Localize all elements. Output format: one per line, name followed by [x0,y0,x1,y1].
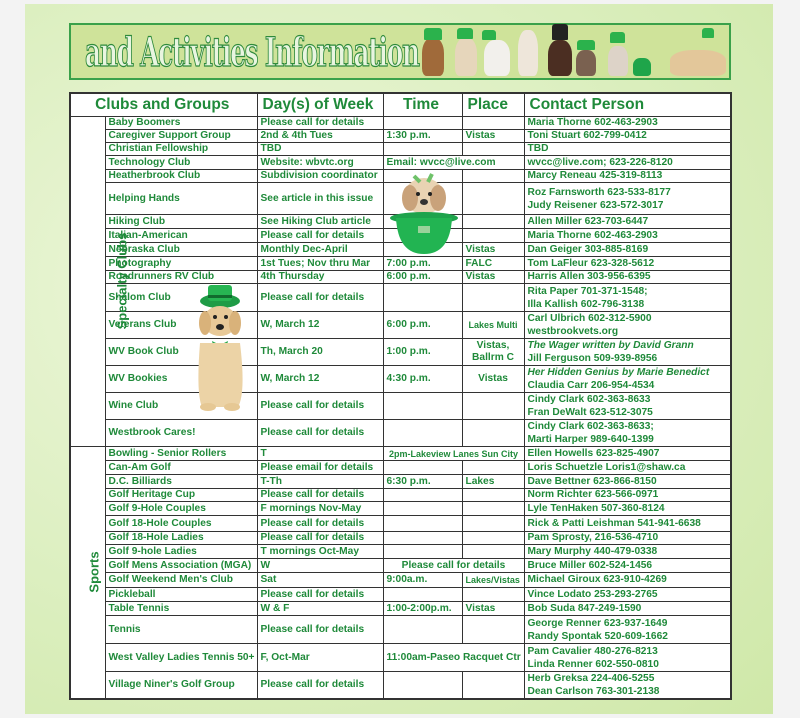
club-name: Bowling - Senior Rollers [105,447,257,461]
club-contact: Vince Lodato 253-293-2765 [524,588,731,602]
club-time: 1:30 p.m. [383,130,462,143]
club-contact: The Wager written by David Grann Jill Ferguson 509-939-8956 [524,339,731,366]
table-row [70,616,731,644]
table-header-row [70,93,731,117]
club-name: Baby Boomers [105,117,257,130]
club-days: T-Th [257,475,383,489]
club-name: Helping Hands [105,183,257,215]
club-name: Can-Am Golf [105,461,257,475]
club-contact: Toni Stuart 602-799-0412 [524,130,731,143]
club-days: Th, March 20 [257,339,383,366]
table-row [70,393,731,420]
club-days: Please call for details [257,588,383,602]
club-name: Technology Club [105,156,257,170]
club-contact: Lyle TenHaken 507-360-8124 [524,502,731,516]
club-days: Please call for details [257,117,383,130]
club-contact: Mary Murphy 440-479-0338 [524,545,731,559]
club-time: 4:30 p.m. [383,366,462,393]
club-days: 2nd & 4th Tues [257,130,383,143]
club-contact: Loris Schuetzle Loris1@shaw.ca [524,461,731,475]
club-name: Nebraska Club [105,243,257,257]
club-contact: Marcy Reneau 425-319-8113 [524,170,731,183]
club-place: Lakes [462,475,524,489]
club-name: Westbrook Cares! [105,420,257,447]
section-label-sports: Sports [70,447,105,700]
club-days: T [257,447,383,461]
club-days: Please call for details [257,229,383,243]
club-place [462,502,524,516]
table-row [70,420,731,447]
club-time [383,545,462,559]
club-contact: Cindy Clark 602-363-8633 Fran DeWalt 623-512-3075 [524,393,731,420]
club-name: WV Bookies [105,366,257,393]
club-name: Hiking Club [105,215,257,229]
table-row [70,502,731,516]
club-name: Golf Mens Association (MGA) [105,559,257,573]
club-days[interactable]: Website: wbvtc.org [257,156,383,170]
club-contact: Bruce Miller 602-524-1456 [524,559,731,573]
club-contact: Michael Giroux 623-910-4269 [524,573,731,588]
club-time [383,284,462,312]
club-time [383,143,462,156]
club-days: Please call for details [257,284,383,312]
table-row [70,312,731,339]
header-contact: Contact Person [524,93,731,117]
club-place [462,588,524,602]
club-contact: Pam Cavalier 480-276-8213 Linda Renner 602-550-0810 [524,644,731,672]
club-place [462,143,524,156]
club-place [462,229,524,243]
club-place [462,616,524,644]
club-place: Lakes Multi [462,312,524,339]
club-time: 1:00-2:00p.m. [383,602,462,616]
club-time: 1:00 p.m. [383,339,462,366]
club-days: W, March 12 [257,312,383,339]
club-place [462,489,524,502]
club-time [383,502,462,516]
table-row [70,545,731,559]
club-name: Christian Fellowship [105,143,257,156]
club-name: Golf 18-Hole Couples [105,516,257,532]
club-time [383,461,462,475]
table-row [70,461,731,475]
table-row [70,573,731,588]
club-days: Please call for details [257,420,383,447]
club-place [462,170,524,183]
table-row [70,257,731,271]
club-name: Italian-American [105,229,257,243]
table-row [70,284,731,312]
table-row [70,130,731,143]
table-row [70,588,731,602]
club-place: Vistas, Ballrm C [462,339,524,366]
club-days: See Hiking Club article [257,215,383,229]
club-contact: Harris Allen 303-956-6395 [524,271,731,284]
club-days: Please call for details [257,672,383,700]
club-contact: Dan Geiger 303-885-8169 [524,243,731,257]
club-time [383,616,462,644]
club-name: Shalom Club [105,284,257,312]
club-time [383,117,462,130]
table-row [70,602,731,616]
club-days: F, Oct-Mar [257,644,383,672]
club-contact: Rita Paper 701-371-1548; Illa Kallish 602-796-3138 [524,284,731,312]
club-name: Pickleball [105,588,257,602]
club-days: Please email for details [257,461,383,475]
header-days: Day(s) of Week [257,93,383,117]
club-place [462,672,524,700]
club-days: W [257,559,383,573]
table-row [70,559,731,573]
club-name: D.C. Billiards [105,475,257,489]
club-place: FALC [462,257,524,271]
club-name: Wine Club [105,393,257,420]
club-days: TBD [257,143,383,156]
club-time: 9:00a.m. [383,573,462,588]
club-time-place: Please call for details [383,559,524,573]
table-row [70,366,731,393]
club-time-place: 11:00am-Paseo Racquet Ctr [383,644,524,672]
club-contact: Her Hidden Genius by Marie Benedict Claudia Carr 206-954-4534 [524,366,731,393]
club-contact: Bob Suda 847-249-1590 [524,602,731,616]
header-place: Place [462,93,524,117]
club-place: Vistas [462,130,524,143]
club-place [462,183,524,215]
club-days: 1st Tues; Nov thru Mar [257,257,383,271]
dogs-row-icon [416,25,731,78]
table-row [70,532,731,545]
club-contact: Herb Greksa 224-406-5255 Dean Carlson 763-301-2138 [524,672,731,700]
club-name: Table Tennis [105,602,257,616]
club-name: Caregiver Support Group [105,130,257,143]
club-name: Heatherbrook Club [105,170,257,183]
club-contact: Carl Ulbrich 602-312-5900 westbrookvets.org [524,312,731,339]
header-time: Time [383,93,462,117]
table-row [70,143,731,156]
club-contact: Rick & Patti Leishman 541-941-6638 [524,516,731,532]
club-name: Veterans Club [105,312,257,339]
table-row [70,644,731,672]
club-time [383,489,462,502]
club-time: 6:30 p.m. [383,475,462,489]
club-name: Photography [105,257,257,271]
dog-in-green-hat-icon [388,168,460,256]
club-days: Monthly Dec-April [257,243,383,257]
club-contact: Dave Bettner 623-866-8150 [524,475,731,489]
club-time-place: 2pm-Lakeview Lanes Sun City [383,447,524,461]
section-label-specialty-clubs: Specialty Clubs [70,117,105,447]
club-name: Golf 9-Hole Couples [105,502,257,516]
club-name: Golf Heritage Cup [105,489,257,502]
club-contact: Pam Sprosty, 216-536-4710 [524,532,731,545]
club-contact: Allen Miller 623-703-6447 [524,215,731,229]
club-time: 7:00 p.m. [383,257,462,271]
club-time [383,393,462,420]
club-days: Please call for details [257,616,383,644]
club-place: Vistas [462,366,524,393]
table-row [70,475,731,489]
club-contact: Tom LaFleur 623-328-5612 [524,257,731,271]
club-days: Please call for details [257,489,383,502]
table-row [70,516,731,532]
club-days: Please call for details [257,393,383,420]
club-days: Please call for details [257,532,383,545]
veterans-website-link[interactable]: westbrookvets.org [527,326,619,337]
club-place: Vistas [462,243,524,257]
club-contact: Cindy Clark 602-363-8633; Marti Harper 989-640-1399 [524,420,731,447]
club-days: Subdivision coordinator [257,170,383,183]
header-banner [69,23,731,80]
club-days: T mornings Oct-May [257,545,383,559]
club-days: 4th Thursday [257,271,383,284]
club-contact: George Renner 623-937-1649 Randy Spontak 520-609-1662 [524,616,731,644]
club-contact: Ellen Howells 623-825-4907 [524,447,731,461]
club-name: Tennis [105,616,257,644]
club-name: Golf 9-hole Ladies [105,545,257,559]
club-time [383,672,462,700]
club-email[interactable]: Email: wvcc@live.com [383,156,524,170]
table-row [70,271,731,284]
club-place [462,461,524,475]
club-place [462,284,524,312]
table-row [70,672,731,700]
club-place: Vistas [462,602,524,616]
table-row [70,117,731,130]
club-name: Golf Weekend Men's Club [105,573,257,588]
club-place: Vistas [462,271,524,284]
club-contact: Maria Thorne 602-463-2903 [524,229,731,243]
club-contact: wvcc@live.com; 623-226-8120 [524,156,731,170]
club-place: Lakes/Vistas [462,573,524,588]
header-clubs: Clubs and Groups [70,93,257,117]
club-days: W, March 12 [257,366,383,393]
club-contact: TBD [524,143,731,156]
banner-title: and Activities Information [85,29,419,76]
club-time [383,516,462,532]
club-contact: Roz Farnsworth 623-533-8177 Judy Reisener 623-572-3017 [524,183,731,215]
club-time [383,588,462,602]
club-days: See article in this issue [257,183,383,215]
club-contact: Norm Richter 623-566-0971 [524,489,731,502]
club-time: 6:00 p.m. [383,312,462,339]
club-place [462,516,524,532]
club-time: 6:00 p.m. [383,271,462,284]
club-name: Village Niner's Golf Group [105,672,257,700]
table-row [70,339,731,366]
club-place [462,420,524,447]
club-place [462,215,524,229]
club-days: F mornings Nov-May [257,502,383,516]
club-days: Sat [257,573,383,588]
club-time [383,420,462,447]
club-place [462,393,524,420]
golden-retriever-in-green-hat-icon [186,283,256,413]
table-row [70,447,731,461]
table-row [70,489,731,502]
club-contact: Maria Thorne 602-463-2903 [524,117,731,130]
club-time [383,532,462,545]
club-name: WV Book Club [105,339,257,366]
club-days: Please call for details [257,516,383,532]
club-name: West Valley Ladies Tennis 50+ [105,644,257,672]
club-name: Golf 18-Hole Ladies [105,532,257,545]
club-days: W & F [257,602,383,616]
club-name: Roadrunners RV Club [105,271,257,284]
club-place [462,532,524,545]
club-place [462,545,524,559]
club-place [462,117,524,130]
